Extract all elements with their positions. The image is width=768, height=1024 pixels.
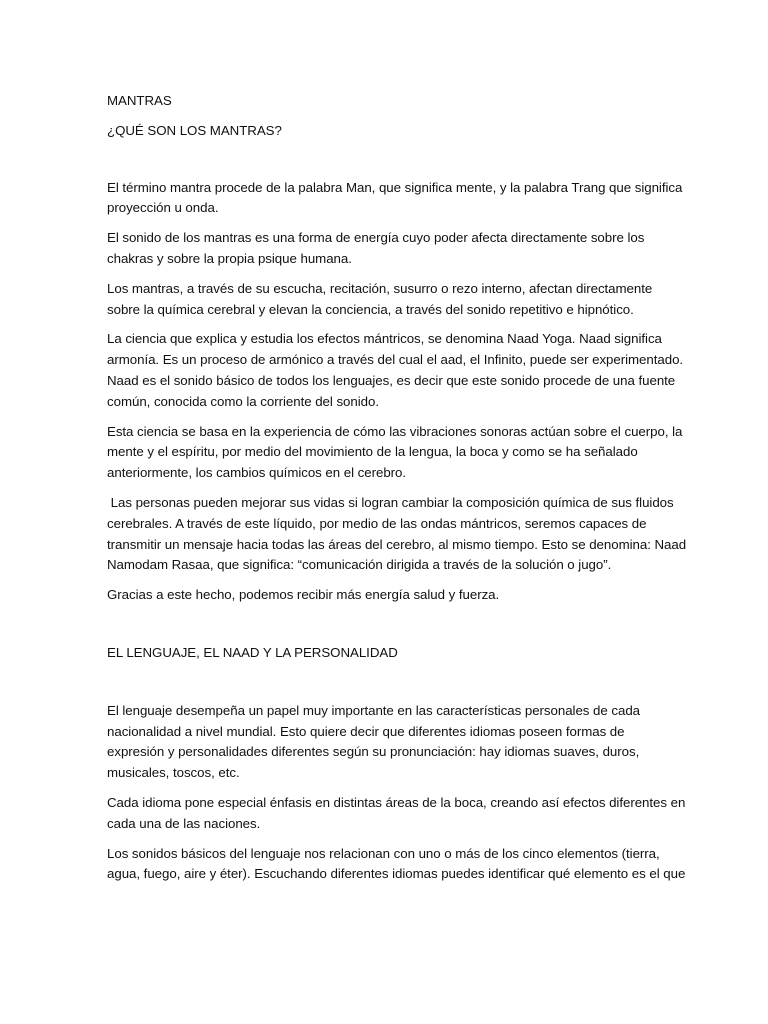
text-line: Namodam Rasaa, que significa: “comunicación dirigida a través de la solución o jugo”. <box>107 557 612 573</box>
text-line: chakras y sobre la propia psique humana. <box>107 250 352 266</box>
section-paragraph-2 <box>107 793 686 835</box>
text-line: cada una de las naciones. <box>107 815 261 831</box>
document-title <box>107 91 667 112</box>
paragraph-7 <box>107 585 667 606</box>
text-line: El lenguaje desempeña un papel muy importante en las características personales de cada <box>107 702 641 718</box>
paragraph-3 <box>107 279 667 321</box>
text-line: cerebrales. A través de este líquido, por medio de las ondas mántricos, seremos capaces de <box>107 515 647 531</box>
text-line: nacionalidad a nivel mundial. Esto quiere decir que diferentes idiomas poseen formas de <box>107 723 625 739</box>
subtitle-line: ¿QUÉ SON LOS MANTRAS? <box>107 122 282 138</box>
document-content <box>107 91 687 885</box>
text-line: La ciencia que explica y estudia los efectos mántricos, se denomina Naad Yoga. Naad significa <box>107 331 662 347</box>
text-line: Las personas pueden mejorar sus vidas si logran cambiar la composición química de sus fluidos <box>107 494 674 510</box>
text-line: expresión y personalidades diferentes según su pronunciación: hay idiomas suaves, duros, <box>107 744 640 760</box>
document-subtitle <box>107 121 667 142</box>
text-line: común, conocida como la corriente del sonido. <box>107 393 379 409</box>
section-heading <box>107 643 667 664</box>
text-line: Gracias a este hecho, podemos recibir más energía salud y fuerza. <box>107 587 500 603</box>
text-line: proyección u onda. <box>107 200 219 216</box>
text-line: transmitir un mensaje hacia todas las áreas del cerebro, al mismo tiempo. Esto se denomina: Naad <box>107 536 687 552</box>
paragraph-6 <box>107 493 687 576</box>
paragraph-2 <box>107 228 667 270</box>
text-line: Esta ciencia se basa en la experiencia de cómo las vibraciones sonoras actúan sobre el cuerpo, la <box>107 423 683 439</box>
paragraph-4 <box>107 329 684 412</box>
text-line: sobre la química cerebral y elevan la conciencia, a través del sonido repetitivo e hipnótico. <box>107 301 634 317</box>
text-line: Los mantras, a través de su escucha, recitación, susurro o rezo interno, afectan directamente <box>107 280 653 296</box>
text-line: Cada idioma pone especial énfasis en distintas áreas de la boca, creando así efectos diferentes en <box>107 794 686 810</box>
title-line: MANTRAS <box>107 93 172 108</box>
text-line: mente y el espíritu, por medio del movimiento de la lengua, la boca y como se ha señalado <box>107 444 638 460</box>
paragraph-5 <box>107 422 683 484</box>
text-line: agua, fuego, aire y éter). Escuchando diferentes idiomas puedes identificar qué elemento es el que <box>107 866 686 882</box>
text-line: anteriormente, los cambios químicos en el cerebro. <box>107 465 407 481</box>
section-heading-line: EL LENGUAJE, EL NAAD Y LA PERSONALIDAD <box>107 644 398 660</box>
text-line: Los sonidos básicos del lenguaje nos relacionan con uno o más de los cinco elementos (tierra, <box>107 845 660 861</box>
paragraph-1 <box>107 178 683 220</box>
text-line: El término mantra procede de la palabra Man, que significa mente, y la palabra Trang que significa <box>107 179 683 195</box>
text-line: armonía. Es un proceso de armónico a través del cual el aad, el Infinito, puede ser experimentado. <box>107 352 684 368</box>
text-line: El sonido de los mantras es una forma de energía cuyo poder afecta directamente sobre los <box>107 230 645 246</box>
section-paragraph-3 <box>107 844 686 886</box>
text-line: Naad es el sonido básico de todos los lenguajes, es decir que este sonido procede de una fuente <box>107 372 676 388</box>
section-paragraph-1 <box>107 701 667 784</box>
text-line: musicales, toscos, etc. <box>107 765 240 781</box>
